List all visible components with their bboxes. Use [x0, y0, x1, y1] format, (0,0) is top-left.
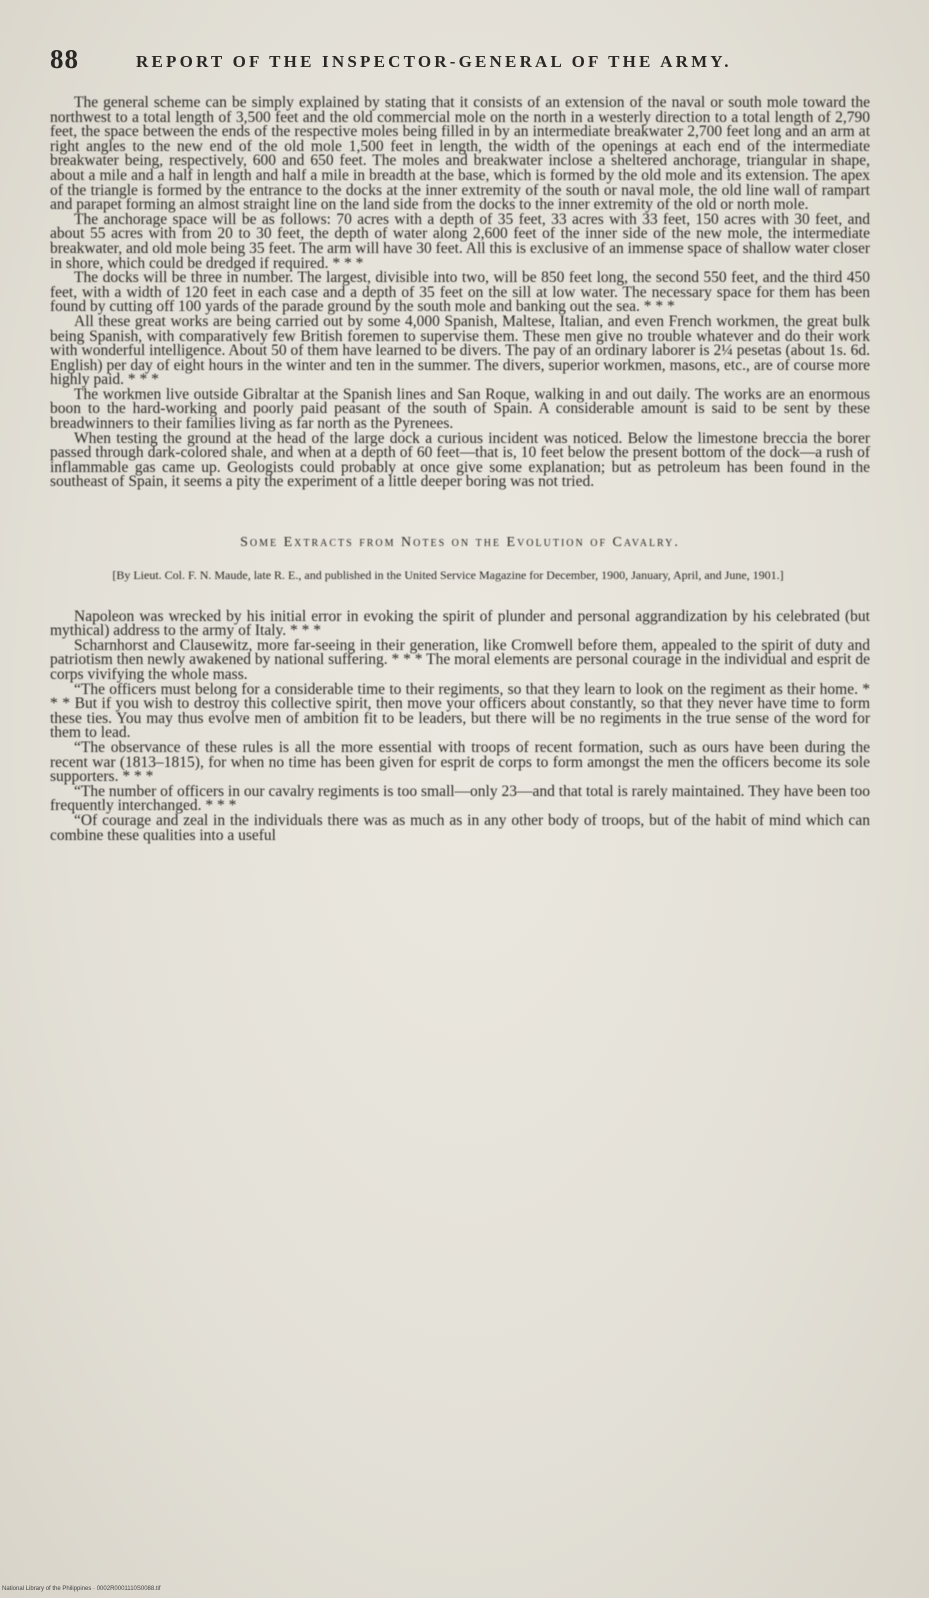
paragraph-general-scheme: The general scheme can be simply explained by stating that it consists of an extension of the naval or south mole toward the northwest to a total length of 3,500 feet and the old commercial mole on the north in a westerly direction to a total length of 2,790 feet, the space between the ends of the respective moles being filled in by an intermediate breakwater 2,700 feet long and an arm at right angles to the new end of the old mole 1,500 feet in length, the width of the openings at each end of the intermediate breakwater being, respectively, 600 and 650 feet. The moles and breakwater inclose a sheltered anchorage, triangular in shape, about a mile and a half in length and half a mile in breadth at the base, which is formed by the old mole and its extension. The apex of the triangle is formed by the entrance to the docks at the inner extremity of the south or naval mole, the old line wall of rampart and parapet forming an almost straight line on the land side from the docks to the inner extremity of the old or north mole.	[50, 94, 870, 214]
paragraph-number-of-officers: “The number of officers in our cavalry regiments is too small—only 23—and that total is rarely maintained. They have been too frequently interchanged. * * *	[50, 782, 870, 815]
paragraph-scharnhorst: Scharnhorst and Clausewitz, more far-seeing in their generation, like Cromwell before them, appealed to the spirit of duty and patriotism then newly awakened by national suffering. * * * The moral elements are personal courage in the individual and esprit de corps vivifying the whole mass.	[50, 636, 870, 683]
page-body	[50, 96, 870, 843]
section-byline: [By Lieut. Col. F. N. Maude, late R. E., and published in the United Service Magazine for December, 1900, January, April, and June, 1901.]	[112, 567, 784, 582]
scan-source-footer: National Library of the Philippines · 0002R0001110S0088.tif	[2, 1586, 161, 1592]
paragraph-workmen-live: The workmen live outside Gibraltar at the Spanish lines and San Roque, walking in and out daily. The works are an enormous boon to the hard-working and poorly paid peasant of the south of Spain. A considerable amount is said to be sent by these breadwinners to their families living as far north as the Pyrenees.	[50, 385, 870, 433]
paragraph-napoleon: Napoleon was wrecked by his initial error in evoking the spirit of plunder and personal aggrandization by his celebrated (but mythical) address to the army of Italy. * * *	[50, 607, 870, 640]
paragraph-workmen: All these great works are being carried out by some 4,000 Spanish, Maltese, Italian, and even French workmen, the great bulk being Spanish, with comparatively few British foremen to supervise them. These men give no trouble whatever and do their work with wonderful intelligence. About 50 of them have learned to be divers. The pay of an ordinary laborer is 2¼ pesetas (about 1s. 6d. English) per day of eight hours in the winter and ten in the summer. The divers, superior workmen, masons, etc., are of course more highly paid. * * *	[50, 312, 870, 389]
running-title: REPORT OF THE INSPECTOR-GENERAL OF THE ARMY.	[136, 52, 732, 71]
page-number: 88	[50, 44, 79, 74]
page-header	[50, 44, 880, 80]
section-heading: Some Extracts from Notes on the Evolution of Cavalry.	[240, 535, 680, 551]
paragraph-docks: The docks will be three in number. The largest, divisible into two, will be 850 feet long, the second 550 feet, and the third 450 feet, with a width of 120 feet in each case and a depth of 35 feet on the sill at low water. The necessary space for them has been found by cutting off 100 yards of the parade ground by the south mole and banking out the sea. * * *	[50, 269, 870, 316]
paragraph-testing-ground: When testing the ground at the head of the large dock a curious incident was noticed. Below the limestone breccia the borer passed through dark-colored shale, and when at a depth of 60 feet—that is, 10 feet below the present bottom of the dock—a rush of inflammable gas came up. Geologists could probably at once give some explanation; but as petroleum has been found in the southeast of Spain, it seems a pity the experiment of a little deeper boring was not tried.	[50, 429, 870, 491]
paragraph-officers-belong: “The officers must belong for a considerable time to their regiments, so that they learn to look on the regiment as their home. * * * But if you wish to destroy this collective spirit, then move your officers about constantly, so that they never have time to form these ties. You may thus evolve men of ambition fit to be leaders, but there will be no regiments in the true sense of the word for them to lead.	[50, 680, 870, 742]
paragraph-courage-zeal: “Of courage and zeal in the individuals there was as much as in any other body of troops, but of the habit of mind which can combine these qualities into a useful	[50, 811, 870, 844]
paragraph-anchorage: The anchorage space will be as follows: 70 acres with a depth of 35 feet, 33 acres with 33 feet, 150 acres with 30 feet, and about 55 acres with from 20 to 30 feet, the depth of water along 2,600 feet of the inner side of the new mole, the intermediate breakwater, and old mole being 35 feet. The arm will have 30 feet. All this is exclusive of an immense space of shallow water closer in shore, which could be dredged if required. * * *	[50, 210, 870, 272]
paragraph-observance: “The observance of these rules is all the more essential with troops of recent formation, such as ours have been during the recent war (1813–1815), for when no time has been given for esprit de corps to form amongst the men the officers become its sole supporters. * * *	[50, 738, 870, 786]
